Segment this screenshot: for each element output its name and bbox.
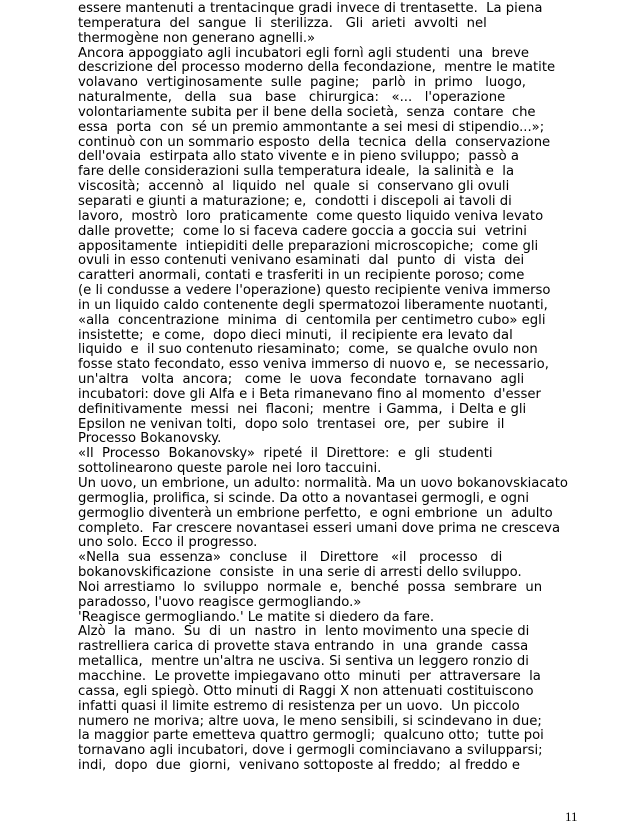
text-line: Noi arrestiamo lo sviluppo normale e, benché possa sembrare un <box>78 579 543 595</box>
page-number: 11 <box>565 809 578 824</box>
text-line: germoglio diventerà un embrione perfetto, e ogni embrione un adulto <box>78 505 553 521</box>
text-line: lavoro, mostrò loro praticamente come questo liquido veniva levato <box>78 208 544 224</box>
text-line: Ancora appoggiato agli incubatori egli fornì agli studenti una breve <box>78 45 530 61</box>
text-line: Processo Bokanovsky. <box>78 431 222 447</box>
text-line: la maggior parte emetteva quattro germogli; qualcuno otto; tutte poi <box>78 728 544 744</box>
text-line: rastrelliera carica di provette stava entrando in una grande cassa <box>78 639 529 655</box>
text-line: infatti quasi il limite estremo di resistenza per un uovo. Un piccolo <box>78 698 520 714</box>
text-line: (e li condusse a vedere l'operazione) questo recipiente veniva immerso <box>78 283 551 299</box>
text-line: «Nella sua essenza» concluse il Direttore «il processo di <box>78 550 503 566</box>
text-line: numero ne moriva; altre uova, le meno sensibili, si scindevano in due; <box>78 713 542 729</box>
text-line: naturalmente, della sua base chirurgica: «... l'operazione <box>78 90 506 106</box>
text-line: dalle provette; come lo si faceva cadere goccia a goccia sui vetrini <box>78 223 527 239</box>
text-line: temperatura del sangue li sterilizza. Gli arieti avvolti nel <box>78 15 487 31</box>
text-line: fare delle considerazioni sulla temperatura ideale, la salinità e la <box>78 164 515 180</box>
text-line: in un liquido caldo contenente degli spermatozoi liberamente nuotanti, <box>78 297 548 313</box>
text-line: 'Reagisce germogliando.' Le matite si diedero da fare. <box>78 609 435 625</box>
text-line: insistette; e come, dopo dieci minuti, il recipiente era levato dal <box>78 327 513 343</box>
text-line: essere mantenuti a trentacinque gradi invece di trentasette. La piena <box>78 1 543 16</box>
text-line: caratteri anormali, contati e trasferiti in un recipiente poroso; come <box>78 268 525 284</box>
text-line: indi, dopo due giorni, venivano sottoposte al freddo; al freddo e <box>78 758 520 774</box>
text-line: incubatori: dove gli Alfa e i Beta rimanevano fino al momento d'esser <box>78 386 541 402</box>
text-line: tornavano agli incubatori, dove i germogli cominciavano a svilupparsi; <box>78 743 543 759</box>
text-line: metallica, mentre un'altra ne usciva. Si sentiva un leggero ronzio di <box>78 654 529 670</box>
text-line: volontariamente subita per il bene della società, senza contare che <box>78 104 536 120</box>
text-line: un'altra volta ancora; come le uova fecondate tornavano agli <box>78 372 525 388</box>
text-line: dell'ovaia estirpata allo stato vivente e in pieno sviluppo; passò a <box>78 149 519 165</box>
text-line: uno solo. Ecco il progresso. <box>78 535 258 551</box>
text-line: cassa, egli spiegò. Otto minuti di Raggi X non attenuati costituiscono <box>78 683 534 699</box>
text-line: liquido e il suo contenuto riesaminato; come, se qualche ovulo non <box>78 342 538 358</box>
text-line: thermogène non generano agnelli.» <box>78 30 316 46</box>
text-line: descrizione del processo moderno della fecondazione, mentre le matite <box>78 60 556 76</box>
text-line: paradosso, l'uovo reagisce germogliando.» <box>78 594 362 610</box>
text-line: «Il Processo Bokanovsky» ripeté il Direttore: e gli studenti <box>78 446 493 462</box>
text-line: Epsilon ne venivan tolti, dopo solo trentasei ore, per subire il <box>78 416 505 432</box>
text-line: bokanovskificazione consiste in una serie di arresti dello sviluppo. <box>78 565 522 581</box>
text-line: Alzò la mano. Su di un nastro in lento movimento una specie di <box>78 624 530 640</box>
text-line: Un uovo, un embrione, un adulto: normalità. Ma un uovo bokanovskiacato <box>78 476 568 491</box>
text-line: volavano vertiginosamente sulle pagine; parlò in primo luogo, <box>78 75 526 91</box>
text-line: sottolinearono queste parole nei loro taccuini. <box>78 461 382 477</box>
text-line: definitivamente messi nei flaconi; mentre i Gamma, i Delta e gli <box>78 401 527 417</box>
text-line: completo. Far crescere novantasei esseri umani dove prima ne cresceva <box>78 520 561 536</box>
text-line: essa porta con sé un premio ammontante a sei mesi di stipendio...»; <box>78 119 545 135</box>
text-line: continuò con un sommario esposto della tecnica della conservazione <box>78 134 551 150</box>
text-line: germoglia, prolifica, si scinde. Da otto a novantasei germogli, e ogni <box>78 490 529 506</box>
text-line: fosse stato fecondato, esso veniva immerso di nuovo e, se necessario, <box>78 357 549 373</box>
text-line: ovuli in esso contenuti venivano esaminati dal punto di vista dei <box>78 253 525 269</box>
body-text <box>78 1 568 774</box>
text-line: macchine. Le provette impiegavano otto minuti per attraversare la <box>78 668 541 684</box>
text-line: viscosità; accennò al liquido nel quale si conservano gli ovuli <box>78 179 510 195</box>
text-line: «alla concentrazione minima di centomila per centimetro cubo» egli <box>78 312 546 328</box>
text-line: appositamente intiepiditi delle preparazioni microscopiche; come gli <box>78 238 539 254</box>
text-line: separati e giunti a maturazione; e, condotti i discepoli ai tavoli di <box>78 193 512 209</box>
